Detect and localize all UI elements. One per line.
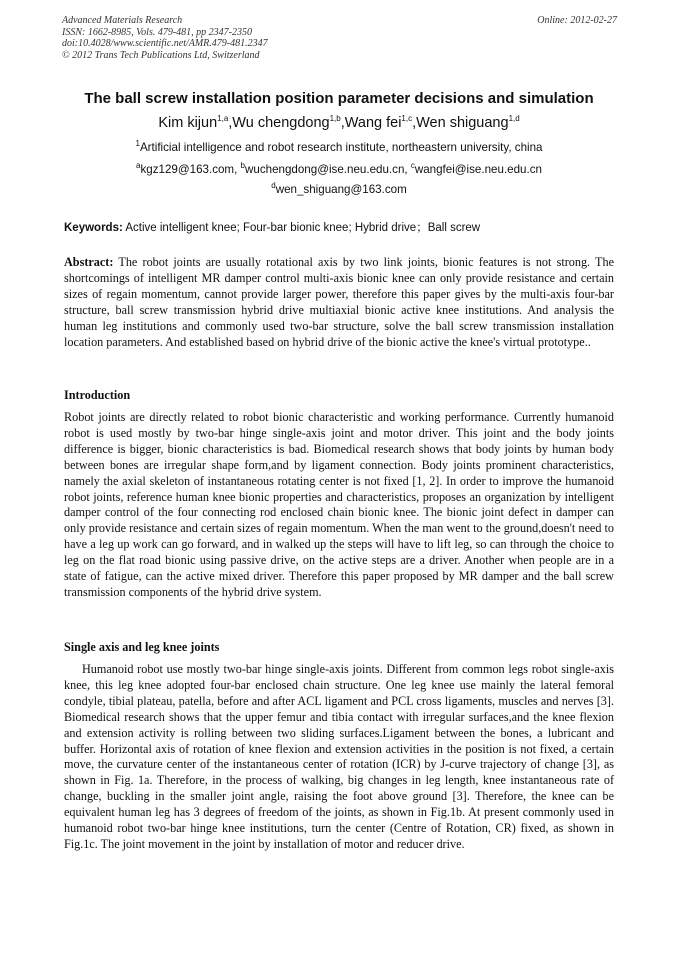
affiliation-superscript: 1	[135, 139, 140, 148]
keywords-text: Active intelligent knee; Four-bar bionic knee; Hybrid drive；Ball screw	[122, 222, 481, 234]
copyright-line: © 2012 Trans Tech Publications Ltd, Switzerland	[62, 49, 260, 61]
affiliation-text: Artificial intelligence and robot research institute, northeastern university, china	[139, 140, 543, 154]
author-list	[40, 114, 638, 131]
email-line-2	[40, 181, 638, 196]
paper-title: The ball screw installation position parameter decisions and simulation	[84, 90, 594, 107]
abstract-paragraph	[64, 255, 614, 350]
keywords-label: Keywords:	[64, 222, 123, 234]
author-superscript: 1,b	[329, 114, 341, 123]
keywords-line	[64, 219, 619, 235]
journal-name: Advanced Materials Research	[62, 15, 183, 26]
affiliation-line	[40, 139, 638, 154]
online-date: Online: 2012-02-27	[537, 15, 617, 26]
author-separator: ,	[228, 114, 233, 131]
email-c: wangfei@ise.neu.edu.cn	[414, 162, 542, 176]
author-name: Kim kijun	[158, 114, 218, 131]
introduction-paragraph: Robot joints are directly related to robot bionic characteristic and working performance. Currently humanoid robot is used mostly by two-bar hinge single-axis joint and motor driver. This joint and the body joints difference is bigger, bionic characteristics is bad. Biomedical research shows that body joints by human body between bones are irregular shape form,and by ligament connection. Body joints prominent characteristics, namely the axial skeleton of instantaneous rotating center is not fixed [1, 2]. In order to improve the humanoid robot joints, reference human knee bionic properties and characteristics, proposes an organization by intelligent damper control of the four connecting rod enclosed chain bionic knee. The bionic joint defect in damper can only provide resistance and certain sizes of regain momentum. When the man went to the ground,doesn't need to have a leg up work can go forward, and in walked up the steps will have to lift leg, so can through the choice to leg on the flat road bionic using passive drive, on the active steps are a driver. Another when people are in a state of fatigue, can the active mixed driver. Therefore this paper proposed by MR damper and the ball screw transmission components of the hybrid drive system.	[64, 410, 614, 599]
email-superscript: d	[271, 181, 276, 190]
section-heading-introduction: Introduction	[64, 388, 131, 402]
journal-header	[62, 15, 617, 61]
abstract-label: Abstract:	[64, 255, 114, 269]
author-superscript: 1,c	[401, 114, 413, 123]
email-b: wuchengdong@ise.neu.edu.cn,	[245, 162, 411, 176]
email-superscript: c	[410, 161, 415, 170]
author-name: Wu chengdong	[232, 114, 330, 131]
single-axis-paragraph: Humanoid robot use mostly two-bar hinge single-axis joints. Different from common legs robot single-axis knee, this leg knee adopted four-bar enclosed chain structure. One leg knee use mainly the lateral femoral condyle, tibial plateau, patella, before and after ACL ligament and PCL cross ligaments, muscles and nerves [3]. Biomedical research shows that the upper femur and tibia contact with irregular surfaces,and the knee flexion and extension activity is rolling between two sliding surfaces.Ligament between the bones, a lubricant and buffer. Horizontal axis of rotation of knee flexion and extension activities in the position is not fixed, a certain move, the curvature center of the instantaneous center of rotation (ICR) by J-curve trajectory of change [3], as shown in Fig. 1a. Therefore, in the process of walking, big changes in leg length, knee instantaneous rate of change, buckling in the smaller joint angle, raising the foot above ground [3]. Therefore, the knee can be equivalent human leg has 3 degrees of freedom of the joints, as shown in Fig.1b. At present commonly used in humanoid robot two-bar hinge knee institutions, turn the center (Centre of Rotation, CR) fixed, as shown in Fig.1c. The joint movement in the joint by installation of motor and reducer drive.	[64, 662, 614, 851]
email-line-1	[40, 161, 638, 176]
issn-line: ISSN: 1662-8985, Vols. 479-481, pp 2347-2350	[62, 26, 252, 38]
abstract-text: The robot joints are usually rotational axis by two link joints, bionic features is not strong. The shortcomings of intelligent MR damper control multi-axis bionic knee can only provide resistance and certain sizes of regain momentum, cannot provide larger power, therefore this paper gives by the multi-axis four-bar structure, ball screw transmission hybrid drive multiaxial bionic active knee institutions. And analysis the human leg institutions and commonly used two-bar structure, solve the ball screw transmission installation location parameters. And established based on hybrid drive of the bionic active the knee's virtual prototype..	[64, 255, 614, 349]
author-separator: ,	[412, 114, 417, 131]
email-d: wen_shiguang@163.com	[275, 182, 407, 196]
author-name: Wang fei	[344, 114, 402, 131]
author-separator: ,	[340, 114, 345, 131]
email-superscript: b	[240, 161, 245, 170]
email-a: kgz129@163.com,	[140, 162, 241, 176]
email-superscript: a	[136, 161, 141, 170]
author-superscript: 1,a	[217, 114, 229, 123]
author-superscript: 1,d	[508, 114, 520, 123]
section-heading-single-axis: Single axis and leg knee joints	[64, 640, 220, 654]
author-name: Wen shiguang	[416, 114, 509, 131]
doi-line: doi:10.4028/www.scientific.net/AMR.479-481.2347	[62, 38, 268, 49]
